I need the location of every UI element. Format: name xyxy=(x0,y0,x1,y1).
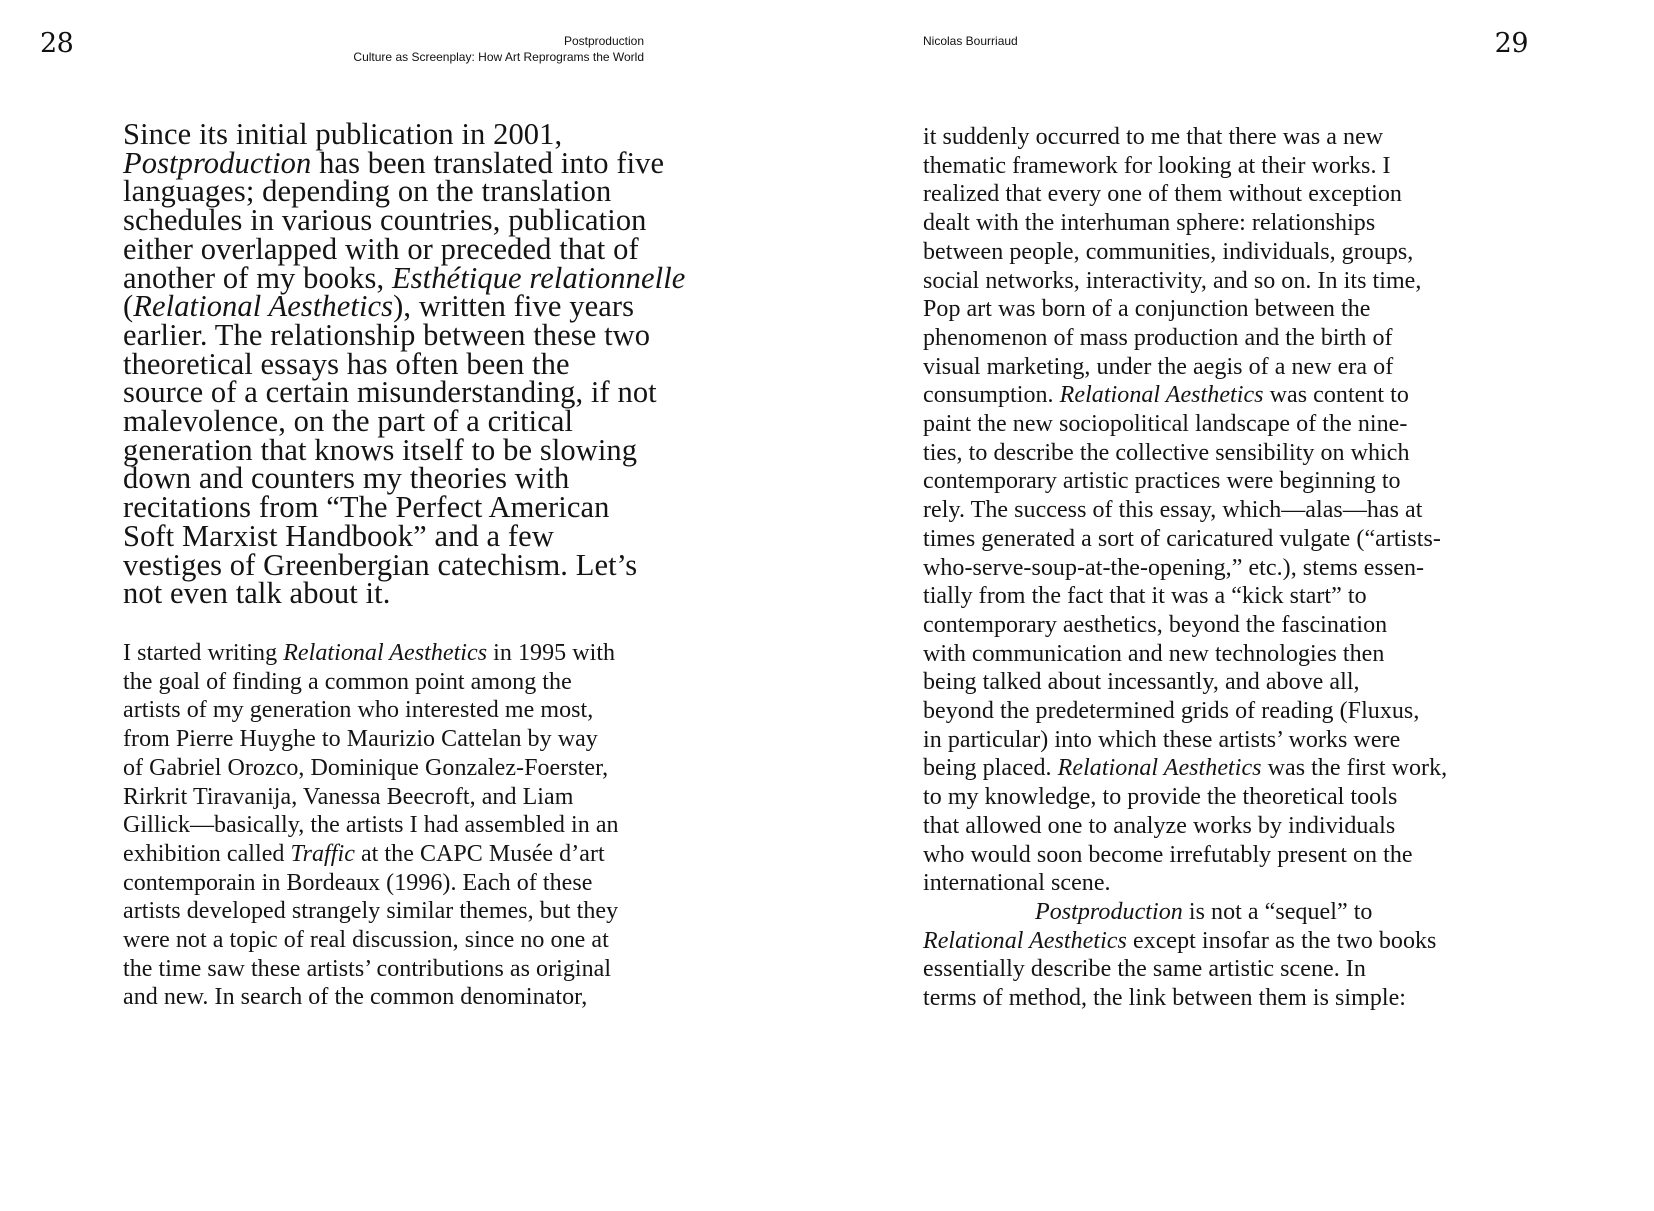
text-run: is not a “sequel” to xyxy=(1182,898,1373,925)
text-run: phenomenon of mass production and the birth of xyxy=(923,324,1393,351)
text-run: at the CAPC Musée d’art xyxy=(354,840,605,867)
right-page xyxy=(827,0,1654,1211)
text-run: contemporain in Bordeaux (1996). Each of these xyxy=(123,869,593,896)
text-line xyxy=(123,725,619,754)
text-line xyxy=(923,467,1447,496)
italic-title: Relational Aesthetics xyxy=(133,289,394,324)
text-line xyxy=(923,984,1447,1013)
text-run: being talked about incessantly, and above all, xyxy=(923,669,1360,696)
italic-title: Relational Aesthetics xyxy=(1059,382,1264,409)
text-run: the goal of finding a common point among the xyxy=(123,668,572,695)
text-run: down and counters my theories with xyxy=(123,461,570,496)
text-run: Since its initial publication in 2001, xyxy=(123,117,563,151)
text-run: between people, communities, individuals, groups, xyxy=(923,238,1414,265)
running-head-book-title: Postproduction xyxy=(563,34,644,48)
text-line xyxy=(123,926,619,955)
text-run: in particular) into which these artists’ works were xyxy=(923,726,1401,753)
text-line xyxy=(923,812,1447,841)
text-line xyxy=(123,174,685,209)
text-run: artists developed strangely similar themes, but they xyxy=(123,898,619,925)
text-line xyxy=(123,576,685,611)
text-run: was content to xyxy=(1263,382,1409,409)
italic-title: Traffic xyxy=(290,840,355,867)
text-run: was the first work, xyxy=(1261,755,1448,782)
text-run: Soft Marxist Handbook” and a few xyxy=(123,518,554,553)
text-run: were not a topic of real discussion, since no one at xyxy=(123,927,609,954)
text-run: from Pierre Huyghe to Maurizio Cattelan by way xyxy=(123,726,598,753)
text-line xyxy=(123,840,619,869)
text-run: artists of my generation who interested me most, xyxy=(123,697,594,724)
italic-title: Postproduction xyxy=(123,145,312,180)
text-run: not even talk about it. xyxy=(123,576,391,611)
text-run: Pop art was born of a conjunction between the xyxy=(923,296,1371,323)
text-run: international scene. xyxy=(923,870,1111,897)
text-run: except insofar as the two books xyxy=(1126,927,1437,954)
text-run: another of my books, xyxy=(123,260,392,295)
text-line xyxy=(923,209,1447,238)
text-line xyxy=(123,639,619,668)
text-line xyxy=(123,375,685,410)
text-run: beyond the predetermined grids of reading (Fluxus, xyxy=(923,698,1420,725)
text-run: I started writing xyxy=(123,640,284,666)
text-run: with communication and new technologies then xyxy=(923,640,1385,667)
text-run: social networks, interactivity, and so on. In its time, xyxy=(923,267,1422,294)
text-line xyxy=(123,117,685,151)
text-line xyxy=(923,640,1447,669)
text-line xyxy=(923,238,1447,267)
text-line xyxy=(123,461,685,496)
text-line xyxy=(923,582,1447,611)
text-run: visual marketing, under the aegis of a new era of xyxy=(923,353,1394,380)
italic-title: Relational Aesthetics xyxy=(923,927,1127,954)
text-line xyxy=(123,490,685,525)
text-run: times generated a sort of caricatured vulgate (“artists- xyxy=(923,525,1441,552)
text-line xyxy=(923,123,1447,152)
text-line xyxy=(123,897,619,926)
text-line xyxy=(923,697,1447,726)
text-line xyxy=(123,983,619,1012)
text-line xyxy=(123,260,686,295)
text-run: thematic framework for looking at their works. I xyxy=(923,152,1391,179)
text-run: rely. The success of this essay, which—alas—has at xyxy=(923,497,1423,524)
text-run: who would soon become irrefutably present on the xyxy=(923,841,1413,868)
text-line xyxy=(123,317,685,352)
body-paragraph-right xyxy=(923,123,1447,1013)
text-line xyxy=(923,324,1447,353)
text-run: ties, to describe the collective sensibility on which xyxy=(923,439,1410,466)
text-line xyxy=(123,668,619,697)
text-line xyxy=(923,668,1447,697)
italic-title: Relational Aesthetics xyxy=(1057,755,1262,782)
text-line xyxy=(123,518,685,553)
text-line xyxy=(123,547,685,582)
text-run: earlier. The relationship between these two xyxy=(123,317,651,352)
text-run: realized that every one of them without exception xyxy=(923,181,1402,208)
text-run: either overlapped with or preceded that of xyxy=(123,231,639,266)
text-line xyxy=(923,496,1447,525)
running-head-left xyxy=(353,33,644,65)
body-paragraph-left xyxy=(123,639,619,1012)
intro-paragraph xyxy=(123,117,686,611)
text-run: malevolence, on the part of a critical xyxy=(123,404,574,439)
text-line xyxy=(923,525,1447,554)
italic-title: Esthétique relationnelle xyxy=(391,260,686,295)
text-line xyxy=(123,231,685,266)
text-line xyxy=(923,295,1447,324)
running-head-author: Nicolas Bourriaud xyxy=(923,34,1018,48)
text-run: paint the new sociopolitical landscape of the nine- xyxy=(923,411,1408,438)
page-number-left: 28 xyxy=(40,28,74,59)
text-line xyxy=(923,898,1447,927)
text-line xyxy=(923,267,1447,296)
text-line xyxy=(123,869,619,898)
text-line xyxy=(923,410,1447,439)
text-line xyxy=(923,439,1447,468)
text-run: theoretical essays has often been the xyxy=(123,346,570,381)
text-line xyxy=(923,783,1447,812)
running-head-subtitle: Culture as Screenplay: How Art Reprograms the World xyxy=(353,50,644,64)
text-run: that allowed one to analyze works by individuals xyxy=(923,812,1396,839)
italic-title: Postproduction xyxy=(1035,898,1183,925)
text-line xyxy=(923,381,1447,410)
text-line xyxy=(123,955,619,984)
text-run: and new. In search of the common denominator, xyxy=(123,984,588,1011)
text-run: source of a certain misunderstanding, if not xyxy=(123,375,657,410)
text-run: being placed. xyxy=(923,755,1058,782)
page-number-right: 29 xyxy=(1494,28,1528,59)
text-run: who-serve-soup-at-the-opening,” etc.), stems essen- xyxy=(923,554,1425,581)
text-line xyxy=(923,152,1447,181)
text-line xyxy=(923,611,1447,640)
text-line xyxy=(123,289,685,324)
text-run: vestiges of Greenbergian catechism. Let’s xyxy=(123,547,638,582)
text-run: Rirkrit Tiravanija, Vanessa Beecroft, and Liam xyxy=(123,783,574,810)
text-run: tially from the fact that it was a “kick start” to xyxy=(923,583,1367,610)
text-run: the time saw these artists’ contributions as original xyxy=(123,955,612,982)
text-run: in 1995 with xyxy=(487,640,616,666)
text-run: essentially describe the same artistic scene. In xyxy=(923,956,1366,983)
text-line xyxy=(923,754,1447,783)
text-run: exhibition called xyxy=(123,840,291,867)
text-line xyxy=(123,346,685,381)
text-run: generation that knows itself to be slowing xyxy=(123,432,638,467)
text-line xyxy=(123,783,619,812)
text-line xyxy=(123,404,685,439)
text-line xyxy=(123,696,619,725)
text-run: dealt with the interhuman sphere: relationships xyxy=(923,210,1376,237)
text-line xyxy=(123,432,685,467)
running-head-right xyxy=(923,33,1018,49)
text-run: schedules in various countries, publication xyxy=(123,203,647,238)
text-run: consumption. xyxy=(923,382,1060,409)
text-line xyxy=(123,754,619,783)
text-line xyxy=(923,927,1447,956)
text-run: terms of method, the link between them is simple: xyxy=(923,985,1407,1012)
text-line xyxy=(123,145,685,180)
text-line xyxy=(923,841,1447,870)
text-run: has been translated into five xyxy=(311,145,665,180)
text-line xyxy=(923,554,1447,583)
text-line xyxy=(123,203,685,238)
text-run: contemporary artistic practices were beginning to xyxy=(923,468,1401,495)
text-run: of Gabriel Orozco, Dominique Gonzalez-Foerster, xyxy=(123,754,609,781)
text-run: it suddenly occurred to me that there was a new xyxy=(923,124,1384,150)
text-line xyxy=(923,955,1447,984)
text-line xyxy=(923,180,1447,209)
text-run: ( xyxy=(123,289,134,324)
text-run: languages; depending on the translation xyxy=(123,174,612,209)
text-line xyxy=(123,811,619,840)
text-line xyxy=(923,869,1447,898)
text-line xyxy=(923,726,1447,755)
text-line xyxy=(923,353,1447,382)
italic-title: Relational Aesthetics xyxy=(283,640,488,666)
text-run: recitations from “The Perfect American xyxy=(123,490,610,525)
text-run: ), written five years xyxy=(393,289,635,324)
text-run: to my knowledge, to provide the theoretical tools xyxy=(923,784,1398,811)
text-run: contemporary aesthetics, beyond the fascination xyxy=(923,611,1388,638)
text-run: Gillick—basically, the artists I had assembled in an xyxy=(123,812,619,839)
